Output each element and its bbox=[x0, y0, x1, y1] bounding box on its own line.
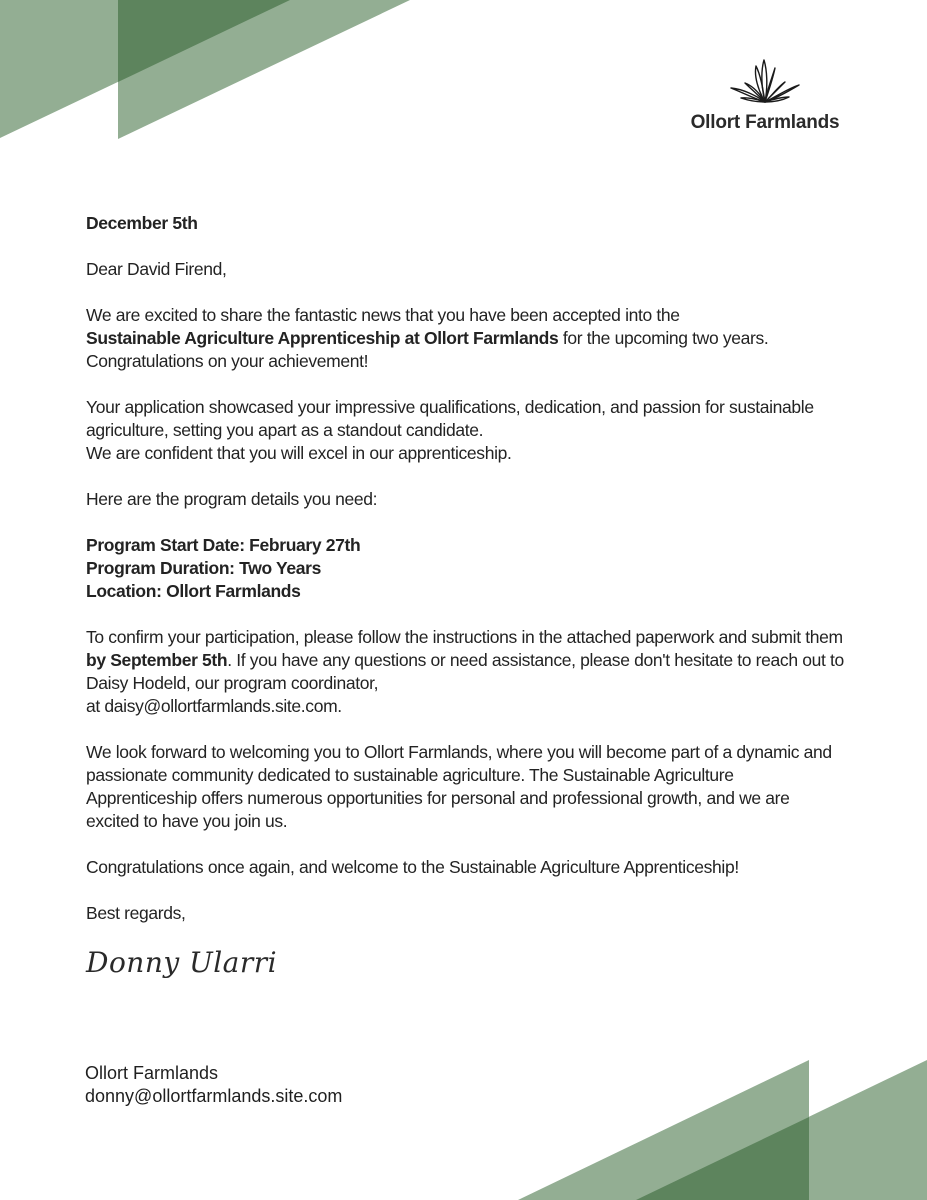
handwritten-signature: Donny Ularri bbox=[86, 946, 278, 979]
top-overlap bbox=[118, 0, 290, 82]
bottom-triangle-d bbox=[636, 1060, 927, 1200]
letter-date: December 5th bbox=[86, 213, 198, 233]
footer bbox=[85, 1062, 342, 1108]
detail-duration: Program Duration: Two Years bbox=[86, 558, 321, 578]
paragraph-congratulations: Congratulations once again, and welcome to the Sustainable Agriculture Apprenticeship! bbox=[86, 857, 739, 877]
paragraph-acceptance bbox=[86, 304, 846, 373]
paragraph-application bbox=[86, 396, 846, 465]
bottom-right-triangles bbox=[518, 1060, 927, 1200]
company-logo bbox=[680, 56, 850, 134]
program-details-list bbox=[86, 534, 846, 603]
paragraph-confirmation bbox=[86, 626, 846, 718]
letter-body bbox=[86, 212, 846, 948]
footer-company: Ollort Farmlands bbox=[85, 1063, 219, 1083]
coordinator-contact: at daisy@ollortfarmlands.site.com. bbox=[86, 696, 342, 716]
detail-location: Location: Ollort Farmlands bbox=[86, 581, 301, 601]
top-triangle-b bbox=[118, 0, 410, 139]
agave-plant-icon bbox=[725, 56, 805, 106]
deadline-emphasis: by September 5th bbox=[86, 650, 228, 670]
paragraph-details-intro: Here are the program details you need: bbox=[86, 489, 378, 509]
bottom-triangle-c bbox=[518, 1060, 809, 1200]
program-name-emphasis: Sustainable Agriculture Apprenticeship at Ollort Farmlands bbox=[86, 328, 559, 348]
top-left-triangles bbox=[0, 0, 410, 139]
paragraph-welcome: We look forward to welcoming you to Ollort Farmlands, where you will become part of a dynamic and passionate community dedicated to sustainable agriculture. The Sustainable Agriculture Apprenticeship offers numerous opportunities for personal and professional growth, and we are excited to have you join us. bbox=[86, 742, 832, 831]
detail-start-date: Program Start Date: February 27th bbox=[86, 535, 361, 555]
paragraph-confirmation-before: To confirm your participation, please follow the instructions in the attached paperwork and submit them bbox=[86, 627, 843, 647]
company-name: Ollort Farmlands bbox=[690, 112, 840, 133]
paragraph-application-line3: We are confident that you will excel in our apprenticeship. bbox=[86, 443, 512, 463]
paragraph-confirmation-after: . If you have any questions or need assistance, please don't hesitate to reach out to Daisy Hodeld, our program coordinator, bbox=[86, 650, 844, 693]
top-triangle-a bbox=[0, 0, 290, 138]
paragraph-application-text: Your application showcased your impressive qualifications, dedication, and passion for sustainable agriculture, setting you apart as a standout candidate. bbox=[86, 397, 814, 440]
footer-email: donny@ollortfarmlands.site.com bbox=[85, 1086, 343, 1106]
paragraph-acceptance-line3: Congratulations on your achievement! bbox=[86, 351, 369, 371]
salutation: Dear David Firend, bbox=[86, 259, 227, 279]
bottom-overlap bbox=[636, 1117, 809, 1200]
closing: Best regards, bbox=[86, 903, 186, 923]
paragraph-acceptance-line1: We are excited to share the fantastic news that you have been accepted into the bbox=[86, 305, 680, 325]
paragraph-acceptance-rest: for the upcoming two years. bbox=[558, 328, 769, 348]
